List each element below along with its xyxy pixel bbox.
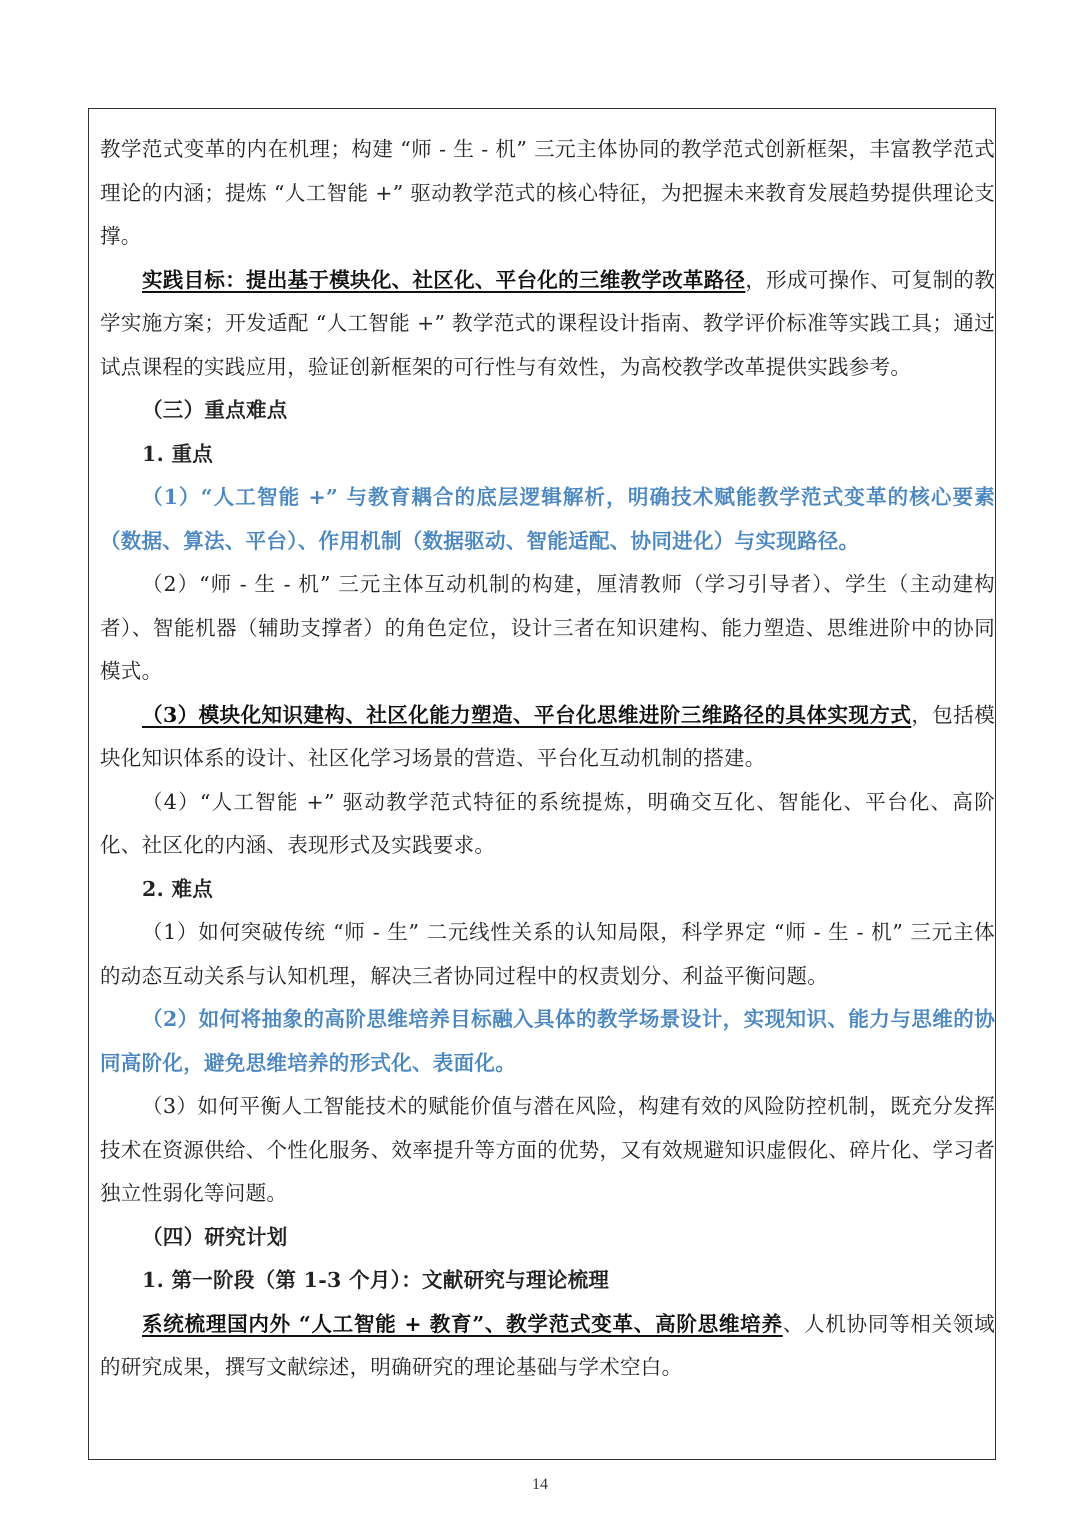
key-points-heading: 1. 重点 [142, 441, 214, 466]
key-point-3-rest: ，包括模块化知识体系的设计、社区化学习场景的营造、平台化互动机制的搭建。 [100, 702, 995, 770]
content-area [100, 128, 995, 1390]
key-point-2: （2）“师 - 生 - 机” 三元主体互动机制的构建，厘清教师（学习引导者）、学生（主动建构者）、智能机器（辅助支撑者）的角色定位，设计三者在知识建构、能力塑造、思维进阶中的协同模式。 [100, 572, 995, 683]
difficulty-2: （2）如何将抽象的高阶思维培养目标融入具体的教学场景设计，实现知识、能力与思维的协同高阶化，避免思维培养的形式化、表面化。 [100, 1007, 995, 1075]
key-point-4: （4）“人工智能 +” 驱动教学范式特征的系统提炼，明确交互化、智能化、平台化、高阶化、社区化的内涵、表现形式及实践要求。 [100, 789, 995, 857]
difficulty-3: （3）如何平衡人工智能技术的赋能价值与潜在风险，构建有效的风险防控机制，既充分发挥技术在资源供给、个性化服务、效率提升等方面的优势，又有效规避知识虚假化、碎片化、学习者独立性弱化等问题。 [100, 1094, 995, 1205]
phase1-paragraph [100, 1303, 995, 1390]
difficulties-heading: 2. 难点 [142, 876, 214, 901]
key-point-3 [100, 694, 995, 781]
section3-heading: （三）重点难点 [142, 398, 288, 422]
practice-goal-paragraph [100, 259, 995, 390]
practice-goal-rest: ，形成可操作、可复制的教学实施方案；开发适配 “人工智能 +” 教学范式的课程设计指南、教学评价标准等实践工具；通过试点课程的实践应用，验证创新框架的可行性与有效性，为高校教学改革提供实践参考。 [100, 267, 995, 379]
phase1-rest: 、人机协同等相关领域的研究成果，撰写文献综述，明确研究的理论基础与学术空白。 [100, 1311, 995, 1379]
phase1-underlined: 系统梳理国内外 “人工智能 + 教育”、教学范式变革、高阶思维培养 [142, 1311, 783, 1336]
phase1-heading: 1. 第一阶段（第 1-3 个月）：文献研究与理论梳理 [142, 1268, 610, 1292]
page-number: 14 [532, 1476, 548, 1493]
practice-goal-underlined: 实践目标：提出基于模块化、社区化、平台化的三维教学改革路径 [142, 267, 746, 292]
key-point-3-underlined: （3）模块化知识建构、社区化能力塑造、平台化思维进阶三维路径的具体实现方式 [142, 702, 912, 727]
intro-continuation: 教学范式变革的内在机理；构建 “师 - 生 - 机” 三元主体协同的教学范式创新框架，丰富教学范式理论的内涵；提炼 “人工智能 +” 驱动教学范式的核心特征，为把握未来教育发展趋势提供理论支撑。 [100, 137, 995, 248]
section4-heading: （四）研究计划 [142, 1224, 288, 1249]
key-point-1: （1）“人工智能 +” 与教育耦合的底层逻辑解析，明确技术赋能教学范式变革的核心要素（数据、算法、平台）、作用机制（数据驱动、智能适配、协同进化）与实现路径。 [100, 485, 995, 553]
difficulty-1: （1）如何突破传统 “师 - 生” 二元线性关系的认知局限，科学界定 “师 - 生 - 机” 三元主体的动态互动关系与认知机理，解决三者协同过程中的权责划分、利益平衡问题。 [100, 920, 995, 988]
